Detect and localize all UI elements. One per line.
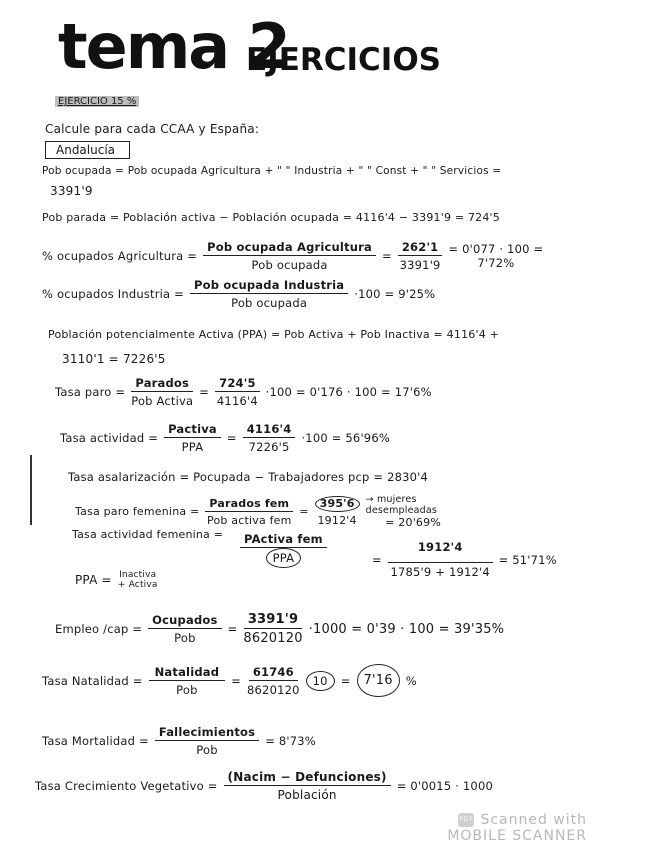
- numerator: 1912'4: [388, 540, 493, 563]
- denominator: 3391'9: [399, 258, 441, 272]
- result-1: = 0'077 · 100 =: [448, 242, 544, 256]
- numerator: (Nacim − Defunciones): [224, 770, 391, 786]
- exercise-label: EJERCICIO 15 %: [55, 96, 139, 107]
- denominator: Pob Activa: [131, 394, 194, 408]
- ppa-def: [75, 570, 158, 590]
- ind-formula: [42, 278, 435, 310]
- asalarizacion-line: Tasa asalarización = Pocupada − Trabajadores pcp = 2830'4: [68, 470, 429, 484]
- denominator: Pob ocupada: [231, 296, 308, 310]
- label: PPA =: [75, 573, 112, 587]
- paro-formula: [55, 376, 432, 408]
- natalidad-formula: [42, 664, 417, 697]
- equals: =: [340, 673, 351, 688]
- result: ·100 = 56'96%: [301, 431, 390, 445]
- label: % ocupados Agricultura =: [42, 249, 198, 263]
- result: = 8'73%: [265, 734, 316, 748]
- denominator: Pob: [196, 743, 218, 757]
- fraction-values: [243, 422, 296, 454]
- equals: =: [372, 552, 382, 567]
- denominator: 1912'4: [317, 514, 357, 527]
- result: [366, 494, 461, 529]
- fraction-values: [388, 540, 493, 579]
- result: ·100 = 0'176 · 100 = 17'6%: [265, 385, 432, 399]
- denominator: PPA: [181, 440, 204, 454]
- numerator: Pactiva: [164, 422, 221, 438]
- pob-ocupada-result: 3391'9: [50, 184, 93, 198]
- denominator: 8620120: [243, 631, 303, 646]
- note: → mujeres desempleadas: [365, 494, 438, 516]
- numerator: 3391'9: [244, 612, 302, 629]
- pdf-icon: PDF: [458, 813, 474, 827]
- numerator: Natalidad: [149, 665, 226, 681]
- result: ·100 = 9'25%: [354, 287, 436, 301]
- instruction: Calcule para cada CCAA y España:: [45, 122, 260, 136]
- denominator: 4116'4: [216, 394, 258, 408]
- label: Tasa Natalidad =: [42, 673, 143, 688]
- label: Tasa paro =: [55, 385, 126, 399]
- denominator: Pob: [174, 631, 196, 645]
- numerator: Fallecimientos: [155, 725, 259, 741]
- ppa-line-2: 3110'1 = 7226'5: [62, 352, 166, 366]
- result: = 51'71%: [498, 552, 557, 567]
- percent: %: [405, 673, 417, 688]
- denominator: Pob: [176, 682, 198, 697]
- ppa-def-fraction: [118, 570, 158, 590]
- label: Tasa actividad =: [60, 431, 159, 445]
- numerator: Pob ocupada Industria: [190, 278, 348, 294]
- numerator: 262'1: [398, 240, 443, 256]
- agri-formula: [42, 240, 543, 272]
- result-2: 7'72%: [477, 256, 515, 270]
- fraction: [205, 497, 293, 527]
- multiplier: 10: [306, 671, 335, 691]
- actividad-formula: [60, 422, 390, 454]
- fraction: [148, 613, 221, 645]
- mortalidad-formula: [42, 725, 316, 757]
- numerator: Parados: [131, 376, 193, 392]
- watermark-line-2: MOBILE SCANNER: [447, 828, 587, 844]
- result: ·1000 = 0'39 · 100 = 39'35%: [308, 621, 505, 637]
- denominator: Pob ocupada: [251, 258, 328, 272]
- fraction-values: [315, 496, 360, 527]
- numerator: PActiva fem: [240, 532, 327, 548]
- label: Tasa Crecimiento Vegetativo =: [35, 779, 218, 793]
- denominator: Población: [277, 788, 337, 802]
- denominator: Pob activa fem: [207, 513, 292, 527]
- crecimiento-formula: [35, 770, 493, 802]
- numerator: Parados fem: [205, 497, 293, 512]
- margin-mark: [30, 455, 32, 525]
- paro-fem-formula: [75, 494, 461, 529]
- label: Tasa Mortalidad =: [42, 734, 149, 748]
- equals: =: [227, 622, 238, 636]
- fraction: [164, 422, 221, 454]
- equals: =: [382, 249, 392, 263]
- numerator: 724'5: [215, 376, 260, 392]
- actfem-values: [372, 540, 557, 579]
- result-value: = 20'69%: [385, 516, 441, 529]
- fraction: [190, 278, 348, 310]
- pob-parada-line: Pob parada = Población activa − Población ocupada = 4116'4 − 3391'9 = 724'5: [42, 211, 500, 224]
- result: = 0'0015 · 1000: [396, 779, 493, 793]
- fraction: [224, 770, 391, 802]
- page-title: tema 2: [58, 10, 289, 83]
- fraction: [155, 725, 259, 757]
- denominator: 7226'5: [248, 440, 290, 454]
- pob-ocupada-line: Pob ocupada = Pob ocupada Agricultura + " " Industria + " " Const + " " Servicios =: [42, 165, 502, 177]
- scanner-watermark: [447, 812, 587, 844]
- numerator: 4116'4: [243, 422, 296, 438]
- empleo-formula: [55, 612, 504, 646]
- watermark-line-1: Scanned with: [480, 812, 587, 828]
- numerator: Ocupados: [148, 613, 221, 629]
- equals: =: [299, 505, 309, 518]
- ppa-def-top: Inactiva: [119, 570, 157, 580]
- fraction-values: [215, 376, 260, 408]
- result: 7'16: [357, 664, 400, 697]
- equals: =: [199, 385, 210, 399]
- actfem-label: Tasa actividad femenina =: [72, 528, 224, 541]
- fraction: [149, 665, 226, 697]
- denominator: 1785'9 + 1912'4: [390, 565, 490, 579]
- fraction-values: [243, 612, 302, 646]
- fraction-values: [247, 665, 300, 697]
- numerator: 395'6: [315, 496, 360, 512]
- region-box: Andalucía: [45, 141, 130, 159]
- equals: =: [226, 431, 237, 445]
- fraction-values: [398, 240, 443, 272]
- denominator: PPA: [266, 548, 302, 568]
- result: [448, 242, 543, 270]
- label: Tasa paro femenina =: [75, 505, 200, 518]
- fraction: [203, 240, 376, 272]
- equals: =: [231, 673, 242, 688]
- ppa-line: Población potencialmente Activa (PPA) = Pob Activa + Pob Inactiva = 4116'4 +: [48, 328, 499, 341]
- label: % ocupados Industria =: [42, 287, 184, 301]
- ppa-def-bottom: + Activa: [117, 580, 158, 590]
- page-subtitle: EJERCICIOS: [246, 42, 442, 78]
- numerator: 61746: [249, 665, 298, 681]
- fraction: [131, 376, 193, 408]
- denominator: 8620120: [247, 682, 300, 697]
- numerator: Pob ocupada Agricultura: [203, 240, 376, 256]
- label: Empleo /cap =: [55, 622, 143, 636]
- actfem-fraction: [240, 532, 327, 568]
